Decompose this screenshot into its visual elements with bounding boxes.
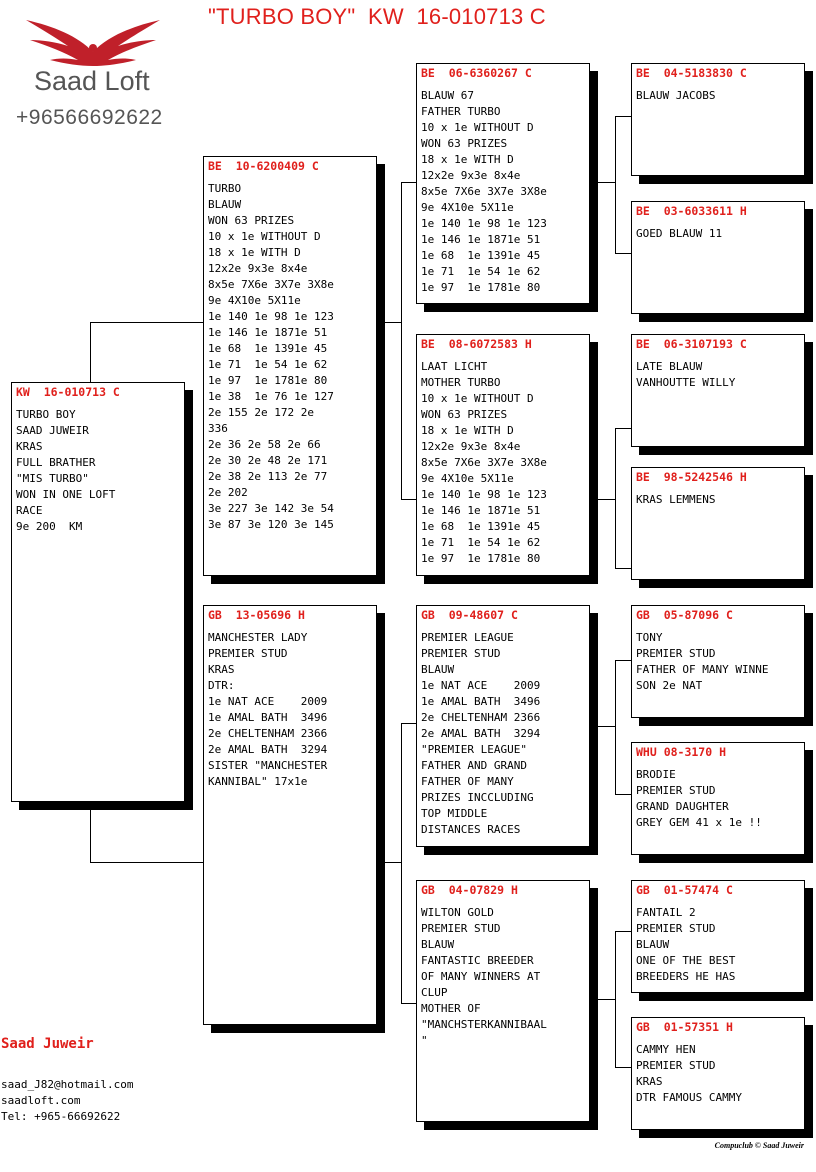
pedigree-card-ggp <box>631 742 805 855</box>
card-details: TURBO BOY SAAD JUWEIR KRAS FULL BRATHER "MIS TURBO" WON IN ONE LOFT RACE 9e 200 KM <box>16 408 116 533</box>
logo <box>14 14 184 134</box>
pedigree-card-dam-sire <box>416 605 590 847</box>
pedigree-card-sire-sire <box>416 63 590 304</box>
connector-line <box>615 428 616 569</box>
ring-number: BE 06-3107193 C <box>636 337 747 351</box>
connector-line <box>401 723 417 724</box>
pedigree-card-ggp <box>631 63 805 176</box>
ring-number: BE 06-6360267 C <box>421 66 532 80</box>
connector-line <box>615 1067 632 1068</box>
connector-line <box>615 794 632 795</box>
eagle-wings-icon <box>18 16 168 68</box>
card-details: BLAUW JACOBS <box>636 89 716 102</box>
connector-line <box>615 116 616 254</box>
copyright-text: Compuclub © Saad Juweir <box>714 1141 804 1150</box>
pedigree-card-ggp <box>631 334 805 447</box>
connector-line <box>615 568 632 569</box>
ring-number: GB 05-87096 C <box>636 608 733 622</box>
phone-text: Tel: +965-66692622 <box>1 1110 121 1123</box>
connector-line <box>596 999 616 1000</box>
ring-number: KW 16-010713 C <box>16 385 120 399</box>
connector-line <box>615 660 632 661</box>
connector-line <box>596 182 616 183</box>
connector-line <box>615 116 632 117</box>
pedigree-card-ggp <box>631 1017 805 1130</box>
connector-line <box>401 182 417 183</box>
connector-line <box>615 253 632 254</box>
pedigree-card-dam-dam <box>416 880 590 1122</box>
connector-line <box>382 862 402 863</box>
pedigree-card-sire <box>203 156 377 576</box>
ring-number: BE 03-6033611 H <box>636 204 747 218</box>
connector-line <box>615 660 616 795</box>
pedigree-card-ggp <box>631 880 805 993</box>
logo-name: Saad Loft <box>34 66 150 96</box>
contact-info <box>1 1077 133 1125</box>
ring-number: BE 10-6200409 C <box>208 159 319 173</box>
card-details: BLAUW 67 FATHER TURBO 10 x 1e WITHOUT D WON 63 PRIZES 18 x 1e WITH D 12x2e 9x3e 8x4e 8x5e 7X6e 3X7e 3X8e 9e 4X10e 5X11e 1e 140 1e 98 1e 123 1e 146 1e 1871e 51 1e 68 1e 1391e 45 1e 71 1e 54 1e 62 1e 97 1e 1781e 80 <box>421 89 547 294</box>
card-details: BRODIE PREMIER STUD GRAND DAUGHTER GREY GEM 41 x 1e !! <box>636 768 762 829</box>
card-details: PREMIER LEAGUE PREMIER STUD BLAUW 1e NAT ACE 2009 1e AMAL BATH 3496 2e CHELTENHAM 2366 2e AMAL BATH 3294 "PREMIER LEAGUE" FATHER AND GRAND FATHER OF MANY PRIZES INCCLUDING TOP MIDDLE DISTANCES RACES <box>421 631 541 836</box>
connector-line <box>401 723 402 1004</box>
connector-line <box>382 322 402 323</box>
pedigree-card-ggp <box>631 201 805 314</box>
connector-line <box>90 322 204 323</box>
card-details: KRAS LEMMENS <box>636 493 716 506</box>
card-details: FANTAIL 2 PREMIER STUD BLAUW ONE OF THE BEST BREEDERS HE HAS <box>636 906 736 983</box>
card-details: WILTON GOLD PREMIER STUD BLAUW FANTASTIC BREEDER OF MANY WINNERS AT CLUP MOTHER OF "MANCHSTERKANNIBAAL " <box>421 906 547 1047</box>
connector-line <box>401 182 402 500</box>
owner-name: Saad Juweir <box>1 1036 94 1052</box>
card-details: LATE BLAUW VANHOUTTE WILLY <box>636 360 736 389</box>
card-details: GOED BLAUW 11 <box>636 227 723 240</box>
ring-number: GB 01-57474 C <box>636 883 733 897</box>
card-details: TURBO BLAUW WON 63 PRIZES 10 x 1e WITHOUT D 18 x 1e WITH D 12x2e 9x3e 8x4e 8x5e 7X6e 3X7e 3X8e 9e 4X10e 5X11e 1e 140 1e 98 1e 123 1e 146 1e 1871e 51 1e 68 1e 1391e 45 1e 71 1e 54 1e 62 1e 97 1e 1781e 80 1e 38 1e 76 1e 127 2e 155 2e 172 2e 336 2e 36 2e 58 2e 66 2e 30 2e 48 2e 171 2e 38 2e 113 2e 77 2e 202 3e 227 3e 142 3e 54 3e 87 3e 120 3e 145 <box>208 182 334 531</box>
ring-number: GB 04-07829 H <box>421 883 518 897</box>
ring-number: BE 08-6072583 H <box>421 337 532 351</box>
ring-number: GB 09-48607 C <box>421 608 518 622</box>
connector-line <box>615 428 632 429</box>
connector-line <box>596 726 616 727</box>
connector-line <box>90 322 91 384</box>
connector-line <box>401 1003 417 1004</box>
website-link[interactable]: saadloft.com <box>1 1094 81 1107</box>
card-details: LAAT LICHT MOTHER TURBO 10 x 1e WITHOUT D WON 63 PRIZES 18 x 1e WITH D 12x2e 9x3e 8x4e 8x5e 7X6e 3X7e 3X8e 9e 4X10e 5X11e 1e 140 1e 98 1e 123 1e 146 1e 1871e 51 1e 68 1e 1391e 45 1e 71 1e 54 1e 62 1e 97 1e 1781e 80 <box>421 360 547 565</box>
card-details: MANCHESTER LADY PREMIER STUD KRAS DTR: 1e NAT ACE 2009 1e AMAL BATH 3496 2e CHELTENHAM 2366 2e AMAL BATH 3294 SISTER "MANCHESTER KANNIBAL" 17x1e <box>208 631 328 788</box>
connector-line <box>596 499 616 500</box>
ring-number: BE 98-5242546 H <box>636 470 747 484</box>
connector-line <box>90 862 204 863</box>
connector-line <box>401 499 417 500</box>
connector-line <box>615 931 632 932</box>
ring-number: BE 04-5183830 C <box>636 66 747 80</box>
pedigree-card-ggp <box>631 605 805 718</box>
card-details: TONY PREMIER STUD FATHER OF MANY WINNE SON 2e NAT <box>636 631 769 692</box>
card-details: CAMMY HEN PREMIER STUD KRAS DTR FAMOUS CAMMY <box>636 1043 742 1104</box>
connector-line <box>615 931 616 1068</box>
pedigree-card-sire-dam <box>416 334 590 576</box>
ring-number: WHU 08-3170 H <box>636 745 727 759</box>
logo-phone: +96566692622 <box>16 106 163 129</box>
connector-line <box>90 802 91 863</box>
ring-number: GB 01-57351 H <box>636 1020 733 1034</box>
ring-number: GB 13-05696 H <box>208 608 305 622</box>
page-title: "TURBO BOY" KW 16-010713 C <box>208 4 546 29</box>
email-link[interactable]: saad_J82@hotmail.com <box>1 1078 134 1091</box>
pedigree-card-dam <box>203 605 377 1025</box>
pedigree-card-subject <box>11 382 185 802</box>
pedigree-card-ggp <box>631 467 805 580</box>
